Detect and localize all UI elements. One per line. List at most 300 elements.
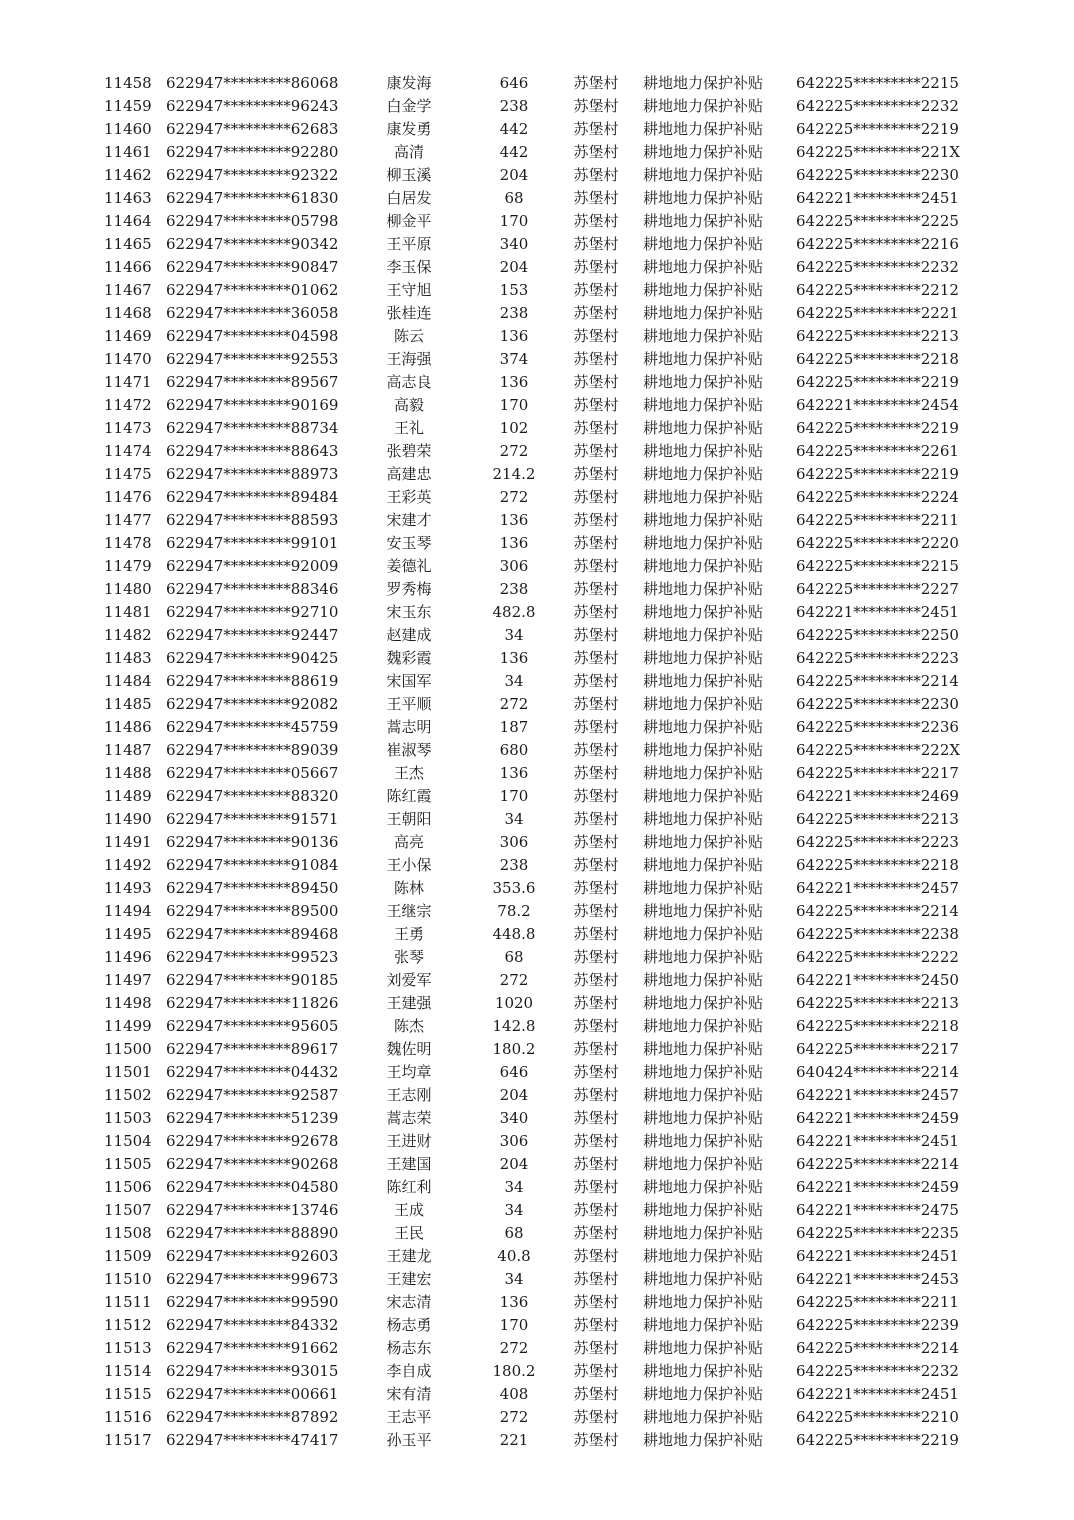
subsidy-amount: 68 (504, 189, 524, 207)
bank-card-number: 622947*********92082 (166, 695, 339, 713)
recipient-name: 王礼 (393, 419, 424, 437)
recipient-name: 高清 (393, 143, 424, 161)
recipient-name: 张桂连 (386, 304, 432, 322)
subsidy-amount: 646 (499, 1063, 529, 1081)
subsidy-type: 耕地地力保护补贴 (643, 281, 764, 299)
subsidy-amount: 408 (499, 1385, 529, 1403)
subsidy-amount: 187 (499, 718, 529, 736)
village-name: 苏堡村 (573, 235, 619, 253)
subsidy-type: 耕地地力保护补贴 (643, 626, 764, 644)
table-row (0, 72, 1074, 95)
bank-card-number: 622947*********47417 (166, 1431, 339, 1449)
bank-card-number: 622947*********99523 (166, 948, 339, 966)
id-card-number: 642225*********2221 (796, 304, 959, 322)
subsidy-amount: 34 (504, 1178, 524, 1196)
subsidy-amount: 102 (499, 419, 529, 437)
row-number: 11460 (104, 120, 152, 138)
id-card-number: 642221*********2457 (796, 1086, 959, 1104)
subsidy-amount: 153 (499, 281, 529, 299)
recipient-name: 陈红霞 (386, 787, 432, 805)
id-card-number: 642225*********2239 (796, 1316, 959, 1334)
subsidy-amount: 204 (499, 1086, 529, 1104)
row-number: 11471 (104, 373, 152, 391)
bank-card-number: 622947*********92587 (166, 1086, 339, 1104)
village-name: 苏堡村 (573, 787, 619, 805)
id-card-number: 642221*********2451 (796, 189, 959, 207)
recipient-name: 蒿志荣 (386, 1109, 432, 1127)
table-row (0, 762, 1074, 785)
recipient-name: 王平原 (386, 235, 432, 253)
id-card-number: 642225*********2236 (796, 718, 959, 736)
recipient-name: 王建宏 (386, 1270, 432, 1288)
village-name: 苏堡村 (573, 764, 619, 782)
id-card-number: 642225*********2215 (796, 74, 959, 92)
village-name: 苏堡村 (573, 948, 619, 966)
recipient-name: 王建龙 (386, 1247, 432, 1265)
bank-card-number: 622947*********91662 (166, 1339, 339, 1357)
bank-card-number: 622947*********92280 (166, 143, 339, 161)
subsidy-type: 耕地地力保护补贴 (643, 212, 764, 230)
subsidy-type: 耕地地力保护补贴 (643, 1339, 764, 1357)
subsidy-type: 耕地地力保护补贴 (643, 327, 764, 345)
subsidy-amount: 442 (499, 143, 529, 161)
subsidy-amount: 78.2 (497, 902, 531, 920)
subsidy-amount: 136 (499, 1293, 529, 1311)
row-number: 11479 (104, 557, 152, 575)
table-row (0, 946, 1074, 969)
subsidy-amount: 204 (499, 258, 529, 276)
recipient-name: 宋志清 (386, 1293, 432, 1311)
recipient-name: 王民 (393, 1224, 424, 1242)
recipient-name: 柳金平 (386, 212, 432, 230)
row-number: 11462 (104, 166, 152, 184)
subsidy-amount: 238 (499, 97, 529, 115)
table-row (0, 1153, 1074, 1176)
subsidy-type: 耕地地力保护补贴 (643, 1247, 764, 1265)
village-name: 苏堡村 (573, 1017, 619, 1035)
bank-card-number: 622947*********51239 (166, 1109, 339, 1127)
subsidy-type: 耕地地力保护补贴 (643, 235, 764, 253)
table-row (0, 716, 1074, 739)
recipient-name: 安玉琴 (386, 534, 432, 552)
table-row (0, 509, 1074, 532)
village-name: 苏堡村 (573, 350, 619, 368)
table-row (0, 256, 1074, 279)
recipient-name: 王朝阳 (386, 810, 432, 828)
subsidy-type: 耕地地力保护补贴 (643, 1385, 764, 1403)
recipient-name: 王彩英 (386, 488, 432, 506)
subsidy-type: 耕地地力保护补贴 (643, 1155, 764, 1173)
village-name: 苏堡村 (573, 1339, 619, 1357)
row-number: 11476 (104, 488, 152, 506)
village-name: 苏堡村 (573, 534, 619, 552)
bank-card-number: 622947*********01062 (166, 281, 339, 299)
recipient-name: 宋国军 (386, 672, 432, 690)
subsidy-type: 耕地地力保护补贴 (643, 166, 764, 184)
subsidy-type: 耕地地力保护补贴 (643, 1270, 764, 1288)
village-name: 苏堡村 (573, 1063, 619, 1081)
id-card-number: 642225*********2261 (796, 442, 959, 460)
bank-card-number: 622947*********90847 (166, 258, 339, 276)
subsidy-type: 耕地地力保护补贴 (643, 1178, 764, 1196)
row-number: 11475 (104, 465, 152, 483)
bank-card-number: 622947*********90342 (166, 235, 339, 253)
subsidy-type: 耕地地力保护补贴 (643, 764, 764, 782)
table-row (0, 1199, 1074, 1222)
id-card-number: 642225*********2216 (796, 235, 959, 253)
subsidy-type: 耕地地力保护补贴 (643, 971, 764, 989)
recipient-name: 魏彩霞 (386, 649, 432, 667)
recipient-name: 蒿志明 (386, 718, 432, 736)
table-row (0, 1291, 1074, 1314)
table-row (0, 647, 1074, 670)
village-name: 苏堡村 (573, 442, 619, 460)
subsidy-amount: 180.2 (492, 1362, 536, 1380)
row-number: 11495 (104, 925, 152, 943)
village-name: 苏堡村 (573, 856, 619, 874)
recipient-name: 张碧荣 (386, 442, 432, 460)
subsidy-type: 耕地地力保护补贴 (643, 189, 764, 207)
bank-card-number: 622947*********89500 (166, 902, 339, 920)
id-card-number: 642225*********2214 (796, 672, 959, 690)
table-row (0, 486, 1074, 509)
recipient-name: 宋建才 (386, 511, 432, 529)
id-card-number: 642225*********2219 (796, 373, 959, 391)
subsidy-type: 耕地地力保护补贴 (643, 948, 764, 966)
village-name: 苏堡村 (573, 741, 619, 759)
id-card-number: 642225*********2230 (796, 695, 959, 713)
row-number: 11480 (104, 580, 152, 598)
subsidy-amount: 68 (504, 948, 524, 966)
row-number: 11504 (104, 1132, 152, 1150)
subsidy-amount: 221 (499, 1431, 529, 1449)
subsidy-amount: 204 (499, 166, 529, 184)
id-card-number: 642221*********2459 (796, 1178, 959, 1196)
subsidy-amount: 34 (504, 1270, 524, 1288)
row-number: 11517 (104, 1431, 152, 1449)
subsidy-type: 耕地地力保护补贴 (643, 695, 764, 713)
table-row (0, 693, 1074, 716)
subsidy-type: 耕地地力保护补贴 (643, 396, 764, 414)
village-name: 苏堡村 (573, 396, 619, 414)
recipient-name: 王成 (393, 1201, 424, 1219)
recipient-name: 姜德礼 (386, 557, 432, 575)
recipient-name: 王杰 (393, 764, 424, 782)
table-row (0, 348, 1074, 371)
village-name: 苏堡村 (573, 925, 619, 943)
subsidy-amount: 142.8 (492, 1017, 536, 1035)
bank-card-number: 622947*********61830 (166, 189, 339, 207)
recipient-name: 孙玉平 (386, 1431, 432, 1449)
subsidy-type: 耕地地力保护补贴 (643, 879, 764, 897)
id-card-number: 642225*********222X (796, 741, 961, 759)
village-name: 苏堡村 (573, 1408, 619, 1426)
table-row (0, 1176, 1074, 1199)
subsidy-type: 耕地地力保护补贴 (643, 1109, 764, 1127)
bank-card-number: 622947*********96243 (166, 97, 339, 115)
village-name: 苏堡村 (573, 1270, 619, 1288)
recipient-name: 白居发 (386, 189, 432, 207)
village-name: 苏堡村 (573, 120, 619, 138)
bank-card-number: 622947*********93015 (166, 1362, 339, 1380)
row-number: 11498 (104, 994, 152, 1012)
subsidy-type: 耕地地力保护补贴 (643, 511, 764, 529)
subsidy-amount: 340 (499, 1109, 529, 1127)
recipient-name: 杨志勇 (386, 1316, 432, 1334)
id-card-number: 642225*********2219 (796, 419, 959, 437)
bank-card-number: 622947*********88320 (166, 787, 339, 805)
id-card-number: 642225*********2230 (796, 166, 959, 184)
subsidy-amount: 340 (499, 235, 529, 253)
subsidy-type: 耕地地力保护补贴 (643, 557, 764, 575)
row-number: 11459 (104, 97, 152, 115)
table-row (0, 279, 1074, 302)
table-row (0, 900, 1074, 923)
table-row (0, 1107, 1074, 1130)
id-card-number: 642225*********221X (796, 143, 961, 161)
bank-card-number: 622947*********89617 (166, 1040, 339, 1058)
bank-card-number: 622947*********88619 (166, 672, 339, 690)
row-number: 11502 (104, 1086, 152, 1104)
row-number: 11470 (104, 350, 152, 368)
recipient-name: 宋有清 (386, 1385, 432, 1403)
village-name: 苏堡村 (573, 327, 619, 345)
subsidy-amount: 136 (499, 327, 529, 345)
subsidy-type: 耕地地力保护补贴 (643, 649, 764, 667)
bank-card-number: 622947*********04432 (166, 1063, 339, 1081)
village-name: 苏堡村 (573, 557, 619, 575)
table-row (0, 325, 1074, 348)
bank-card-number: 622947*********00661 (166, 1385, 339, 1403)
id-card-number: 642225*********2232 (796, 97, 959, 115)
village-name: 苏堡村 (573, 166, 619, 184)
subsidy-amount: 482.8 (492, 603, 536, 621)
bank-card-number: 622947*********89039 (166, 741, 339, 759)
recipient-name: 王继宗 (386, 902, 432, 920)
row-number: 11492 (104, 856, 152, 874)
village-name: 苏堡村 (573, 1431, 619, 1449)
recipient-name: 王志刚 (386, 1086, 432, 1104)
id-card-number: 642225*********2219 (796, 1431, 959, 1449)
row-number: 11493 (104, 879, 152, 897)
row-number: 11473 (104, 419, 152, 437)
bank-card-number: 622947*********11826 (166, 994, 339, 1012)
village-name: 苏堡村 (573, 97, 619, 115)
subsidy-amount: 272 (499, 488, 529, 506)
id-card-number: 642225*********2212 (796, 281, 959, 299)
table-row (0, 992, 1074, 1015)
table-row (0, 1015, 1074, 1038)
recipient-name: 陈云 (393, 327, 424, 345)
subsidy-type: 耕地地力保护补贴 (643, 419, 764, 437)
id-card-number: 642225*********2227 (796, 580, 959, 598)
recipient-name: 刘爱军 (386, 971, 432, 989)
row-number: 11468 (104, 304, 152, 322)
village-name: 苏堡村 (573, 580, 619, 598)
row-number: 11466 (104, 258, 152, 276)
bank-card-number: 622947*********88593 (166, 511, 339, 529)
table-row (0, 877, 1074, 900)
village-name: 苏堡村 (573, 488, 619, 506)
subsidy-type: 耕地地力保护补贴 (643, 1040, 764, 1058)
table-row (0, 118, 1074, 141)
subsidy-type: 耕地地力保护补贴 (643, 810, 764, 828)
table-row (0, 670, 1074, 693)
subsidy-type: 耕地地力保护补贴 (643, 603, 764, 621)
id-card-number: 642225*********2219 (796, 465, 959, 483)
id-card-number: 642225*********2223 (796, 833, 959, 851)
row-number: 11512 (104, 1316, 152, 1334)
id-card-number: 642225*********2235 (796, 1224, 959, 1242)
bank-card-number: 622947*********92322 (166, 166, 339, 184)
subsidy-amount: 40.8 (497, 1247, 531, 1265)
row-number: 11509 (104, 1247, 152, 1265)
table-row (0, 969, 1074, 992)
bank-card-number: 622947*********95605 (166, 1017, 339, 1035)
bank-card-number: 622947*********92447 (166, 626, 339, 644)
table-row (0, 1429, 1074, 1452)
id-card-number: 642221*********2453 (796, 1270, 959, 1288)
id-card-number: 642225*********2218 (796, 350, 959, 368)
bank-card-number: 622947*********90169 (166, 396, 339, 414)
id-card-number: 642221*********2451 (796, 1247, 959, 1265)
row-number: 11458 (104, 74, 152, 92)
table-row (0, 578, 1074, 601)
id-card-number: 642225*********2211 (796, 1293, 959, 1311)
recipient-name: 康发海 (386, 74, 432, 92)
subsidy-amount: 442 (499, 120, 529, 138)
bank-card-number: 622947*********62683 (166, 120, 339, 138)
village-name: 苏堡村 (573, 1155, 619, 1173)
village-name: 苏堡村 (573, 1201, 619, 1219)
village-name: 苏堡村 (573, 603, 619, 621)
bank-card-number: 622947*********36058 (166, 304, 339, 322)
recipient-name: 王勇 (393, 925, 424, 943)
row-number: 11505 (104, 1155, 152, 1173)
table-row (0, 371, 1074, 394)
row-number: 11482 (104, 626, 152, 644)
village-name: 苏堡村 (573, 833, 619, 851)
subsidy-amount: 238 (499, 304, 529, 322)
row-number: 11514 (104, 1362, 152, 1380)
subsidy-amount: 204 (499, 1155, 529, 1173)
id-card-number: 642225*********2217 (796, 764, 959, 782)
id-card-number: 642221*********2450 (796, 971, 959, 989)
subsidy-type: 耕地地力保护补贴 (643, 1132, 764, 1150)
bank-card-number: 622947*********86068 (166, 74, 339, 92)
table-row (0, 95, 1074, 118)
id-card-number: 642221*********2459 (796, 1109, 959, 1127)
village-name: 苏堡村 (573, 511, 619, 529)
bank-card-number: 622947*********99101 (166, 534, 339, 552)
village-name: 苏堡村 (573, 1040, 619, 1058)
village-name: 苏堡村 (573, 994, 619, 1012)
village-name: 苏堡村 (573, 304, 619, 322)
bank-card-number: 622947*********13746 (166, 1201, 339, 1219)
row-number: 11472 (104, 396, 152, 414)
id-card-number: 642225*********2214 (796, 902, 959, 920)
bank-card-number: 622947*********99673 (166, 1270, 339, 1288)
table-row (0, 601, 1074, 624)
recipient-name: 高毅 (393, 396, 424, 414)
recipient-name: 陈林 (393, 879, 424, 897)
bank-card-number: 622947*********89468 (166, 925, 339, 943)
id-card-number: 642221*********2457 (796, 879, 959, 897)
subsidy-amount: 34 (504, 810, 524, 828)
id-card-number: 642221*********2454 (796, 396, 959, 414)
subsidy-type: 耕地地力保护补贴 (643, 580, 764, 598)
recipient-name: 王志平 (386, 1408, 432, 1426)
subsidy-type: 耕地地力保护补贴 (643, 994, 764, 1012)
row-number: 11491 (104, 833, 152, 851)
subsidy-amount: 680 (499, 741, 529, 759)
row-number: 11499 (104, 1017, 152, 1035)
subsidy-amount: 272 (499, 442, 529, 460)
recipient-name: 罗秀梅 (386, 580, 432, 598)
village-name: 苏堡村 (573, 212, 619, 230)
table-row (0, 1061, 1074, 1084)
id-card-number: 642225*********2214 (796, 1155, 959, 1173)
subsidy-amount: 238 (499, 856, 529, 874)
bank-card-number: 622947*********92553 (166, 350, 339, 368)
subsidy-type: 耕地地力保护补贴 (643, 902, 764, 920)
bank-card-number: 622947*********90268 (166, 1155, 339, 1173)
table-row (0, 808, 1074, 831)
table-row (0, 440, 1074, 463)
village-name: 苏堡村 (573, 281, 619, 299)
row-number: 11496 (104, 948, 152, 966)
table-row (0, 1360, 1074, 1383)
id-card-number: 642225*********2232 (796, 258, 959, 276)
row-number: 11483 (104, 649, 152, 667)
village-name: 苏堡村 (573, 626, 619, 644)
subsidy-type: 耕地地力保护补贴 (643, 1316, 764, 1334)
table-row (0, 1245, 1074, 1268)
bank-card-number: 622947*********05667 (166, 764, 339, 782)
village-name: 苏堡村 (573, 902, 619, 920)
table-row (0, 187, 1074, 210)
village-name: 苏堡村 (573, 1247, 619, 1265)
subsidy-type: 耕地地力保护补贴 (643, 350, 764, 368)
row-number: 11503 (104, 1109, 152, 1127)
id-card-number: 642221*********2451 (796, 603, 959, 621)
subsidy-amount: 353.6 (492, 879, 536, 897)
village-name: 苏堡村 (573, 695, 619, 713)
table-row (0, 624, 1074, 647)
recipient-name: 高亮 (393, 833, 424, 851)
subsidy-amount: 306 (499, 557, 529, 575)
recipient-name: 赵建成 (386, 626, 432, 644)
recipient-name: 李自成 (386, 1362, 432, 1380)
subsidy-type: 耕地地力保护补贴 (643, 1431, 764, 1449)
row-number: 11511 (104, 1293, 152, 1311)
table-row (0, 210, 1074, 233)
subsidy-table (0, 72, 1074, 1452)
table-row (0, 394, 1074, 417)
subsidy-type: 耕地地力保护补贴 (643, 1086, 764, 1104)
subsidy-amount: 136 (499, 373, 529, 391)
subsidy-type: 耕地地力保护补贴 (643, 120, 764, 138)
table-row (0, 555, 1074, 578)
table-row (0, 1406, 1074, 1429)
recipient-name: 王海强 (386, 350, 432, 368)
bank-card-number: 622947*********88643 (166, 442, 339, 460)
recipient-name: 王建国 (386, 1155, 432, 1173)
row-number: 11515 (104, 1385, 152, 1403)
row-number: 11513 (104, 1339, 152, 1357)
subsidy-type: 耕地地力保护补贴 (643, 925, 764, 943)
table-row (0, 1314, 1074, 1337)
